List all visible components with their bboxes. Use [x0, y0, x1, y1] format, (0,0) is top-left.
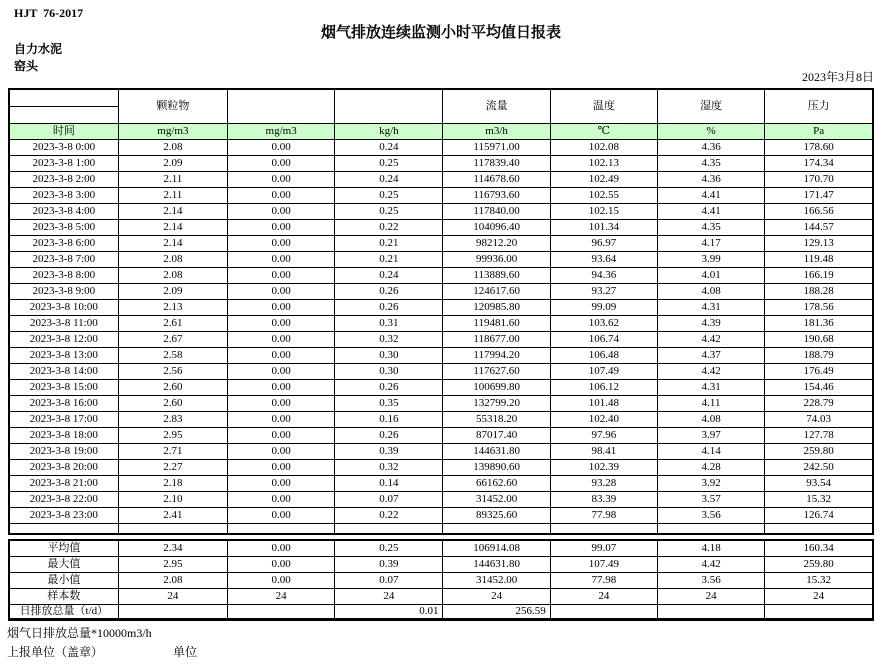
- value-cell: 4.37: [657, 347, 764, 363]
- value-cell: [657, 604, 764, 619]
- hourly-data-row: [9, 331, 873, 347]
- hourly-data-row: [9, 251, 873, 267]
- value-cell: 2.14: [118, 219, 227, 235]
- value-cell: 93.28: [550, 475, 657, 491]
- value-cell: 144.57: [765, 219, 873, 235]
- value-cell: 170.70: [765, 171, 873, 187]
- value-cell: 31452.00: [443, 572, 550, 588]
- value-cell: 190.68: [765, 331, 873, 347]
- value-cell: 106.74: [550, 331, 657, 347]
- value-cell: 4.41: [657, 203, 764, 219]
- value-cell: 0.32: [335, 331, 443, 347]
- row-label-cell: 2023-3-8 1:00: [9, 155, 118, 171]
- row-label-cell: 2023-3-8 18:00: [9, 427, 118, 443]
- value-cell: 4.08: [657, 283, 764, 299]
- hourly-data-row: [9, 235, 873, 251]
- value-cell: 94.36: [550, 267, 657, 283]
- value-cell: 0.00: [228, 475, 335, 491]
- value-cell: 83.39: [550, 491, 657, 507]
- row-label-cell: 2023-3-8 11:00: [9, 315, 118, 331]
- value-cell: 4.42: [657, 331, 764, 347]
- value-cell: 2.09: [118, 283, 227, 299]
- value-cell: 166.56: [765, 203, 873, 219]
- row-label-cell: 2023-3-8 6:00: [9, 235, 118, 251]
- row-label-cell: 2023-3-8 10:00: [9, 299, 118, 315]
- value-cell: 0.00: [228, 251, 335, 267]
- value-cell: 2.09: [118, 155, 227, 171]
- value-cell: 104096.40: [443, 219, 550, 235]
- value-cell: 24: [118, 588, 227, 604]
- spacer-cell: [550, 523, 657, 534]
- value-cell: 2.41: [118, 507, 227, 523]
- value-cell: 100699.80: [443, 379, 550, 395]
- value-cell: 0.00: [228, 379, 335, 395]
- value-cell: 114678.60: [443, 171, 550, 187]
- value-cell: 0.00: [228, 203, 335, 219]
- value-cell: 0.25: [335, 155, 443, 171]
- spacer-cell: [118, 523, 227, 534]
- value-cell: 2.95: [118, 556, 227, 572]
- value-cell: 2.14: [118, 235, 227, 251]
- value-cell: 2.08: [118, 139, 227, 155]
- value-cell: 0.07: [335, 572, 443, 588]
- value-cell: 0.00: [228, 331, 335, 347]
- value-cell: 2.61: [118, 315, 227, 331]
- unit-cell-temp: ℃: [550, 123, 657, 139]
- row-label-cell: 最小值: [9, 572, 118, 588]
- spacer-cell: [765, 523, 873, 534]
- value-cell: 4.18: [657, 540, 764, 556]
- summary-row: [9, 572, 873, 588]
- value-cell: 4.41: [657, 187, 764, 203]
- value-cell: 0.39: [335, 556, 443, 572]
- value-cell: 2.58: [118, 347, 227, 363]
- value-cell: [118, 604, 227, 619]
- value-cell: 0.00: [228, 299, 335, 315]
- row-label-cell: 2023-3-8 5:00: [9, 219, 118, 235]
- value-cell: 24: [765, 588, 873, 604]
- value-cell: 0.35: [335, 395, 443, 411]
- value-cell: 101.48: [550, 395, 657, 411]
- row-label-cell: 2023-3-8 15:00: [9, 379, 118, 395]
- row-label-cell: 2023-3-8 2:00: [9, 171, 118, 187]
- hourly-data-row: [9, 347, 873, 363]
- header-pollutant-3: [335, 89, 443, 123]
- unit-cell-pressure: Pa: [765, 123, 873, 139]
- unit-cell-pm: mg/m3: [118, 123, 227, 139]
- value-cell: 0.22: [335, 507, 443, 523]
- row-label-cell: 2023-3-8 17:00: [9, 411, 118, 427]
- value-cell: 102.39: [550, 459, 657, 475]
- value-cell: 0.16: [335, 411, 443, 427]
- value-cell: 102.49: [550, 171, 657, 187]
- value-cell: 259.80: [765, 556, 873, 572]
- value-cell: 160.34: [765, 540, 873, 556]
- header-blank-cell-top: [9, 89, 118, 106]
- value-cell: 0.00: [228, 491, 335, 507]
- row-label-cell: 2023-3-8 12:00: [9, 331, 118, 347]
- value-cell: 144631.80: [443, 556, 550, 572]
- value-cell: [765, 604, 873, 619]
- value-cell: 102.55: [550, 187, 657, 203]
- value-cell: 0.25: [335, 540, 443, 556]
- value-cell: 0.30: [335, 347, 443, 363]
- row-label-cell: 2023-3-8 8:00: [9, 267, 118, 283]
- value-cell: 0.22: [335, 219, 443, 235]
- value-cell: 98.41: [550, 443, 657, 459]
- value-cell: 0.00: [228, 572, 335, 588]
- row-label-cell: 2023-3-8 9:00: [9, 283, 118, 299]
- value-cell: 0.00: [228, 427, 335, 443]
- value-cell: 101.34: [550, 219, 657, 235]
- value-cell: 2.83: [118, 411, 227, 427]
- value-cell: 93.54: [765, 475, 873, 491]
- value-cell: 0.30: [335, 363, 443, 379]
- hourly-data-row: [9, 507, 873, 523]
- header-pollutant-2: [228, 89, 335, 123]
- value-cell: 106914.08: [443, 540, 550, 556]
- value-cell: 0.00: [228, 411, 335, 427]
- value-cell: 0.00: [228, 155, 335, 171]
- value-cell: 77.98: [550, 572, 657, 588]
- station-name: 窑头: [14, 59, 39, 73]
- value-cell: 171.47: [765, 187, 873, 203]
- company-name: 自力水泥: [14, 42, 63, 56]
- value-cell: 188.28: [765, 283, 873, 299]
- value-cell: 0.07: [335, 491, 443, 507]
- value-cell: 129.13: [765, 235, 873, 251]
- value-cell: 99936.00: [443, 251, 550, 267]
- row-label-cell: 2023-3-8 4:00: [9, 203, 118, 219]
- value-cell: 102.13: [550, 155, 657, 171]
- value-cell: [228, 604, 335, 619]
- value-cell: 4.11: [657, 395, 764, 411]
- value-cell: 2.95: [118, 427, 227, 443]
- value-cell: 0.24: [335, 267, 443, 283]
- header-pressure: 压力: [765, 89, 873, 123]
- value-cell: 55318.20: [443, 411, 550, 427]
- value-cell: 4.35: [657, 155, 764, 171]
- value-cell: 0.31: [335, 315, 443, 331]
- value-cell: 15.32: [765, 491, 873, 507]
- value-cell: 3.56: [657, 572, 764, 588]
- value-cell: 126.74: [765, 507, 873, 523]
- hourly-data-row: [9, 203, 873, 219]
- value-cell: 0.00: [228, 459, 335, 475]
- summary-row: [9, 588, 873, 604]
- value-cell: 0.00: [228, 507, 335, 523]
- row-label-cell: 日排放总量（t/d）: [9, 604, 118, 619]
- hourly-data-row: [9, 427, 873, 443]
- header-blank-cell-bottom: [9, 106, 118, 123]
- value-cell: 99.07: [550, 540, 657, 556]
- row-label-cell: 2023-3-8 14:00: [9, 363, 118, 379]
- value-cell: 0.24: [335, 171, 443, 187]
- unit-cell-rate: kg/h: [335, 123, 443, 139]
- value-cell: 117627.60: [443, 363, 550, 379]
- row-label-cell: 2023-3-8 22:00: [9, 491, 118, 507]
- value-cell: 66162.60: [443, 475, 550, 491]
- value-cell: 242.50: [765, 459, 873, 475]
- value-cell: 3.57: [657, 491, 764, 507]
- value-cell: 154.46: [765, 379, 873, 395]
- header-flow: 流量: [443, 89, 550, 123]
- value-cell: 174.34: [765, 155, 873, 171]
- value-cell: 178.56: [765, 299, 873, 315]
- value-cell: 74.03: [765, 411, 873, 427]
- value-cell: 116793.60: [443, 187, 550, 203]
- unit-cell-humidity: %: [657, 123, 764, 139]
- value-cell: 2.11: [118, 171, 227, 187]
- value-cell: 96.97: [550, 235, 657, 251]
- value-cell: 24: [335, 588, 443, 604]
- value-cell: 4.42: [657, 363, 764, 379]
- spacer-cell: [657, 523, 764, 534]
- value-cell: 2.10: [118, 491, 227, 507]
- spacer-cell: [9, 523, 118, 534]
- hourly-data-row: [9, 219, 873, 235]
- hourly-data-row: [9, 315, 873, 331]
- hourly-data-row: [9, 363, 873, 379]
- hourly-data-row: [9, 443, 873, 459]
- value-cell: 0.00: [228, 267, 335, 283]
- value-cell: 99.09: [550, 299, 657, 315]
- value-cell: 176.49: [765, 363, 873, 379]
- value-cell: 2.34: [118, 540, 227, 556]
- header-humidity: 湿度: [657, 89, 764, 123]
- value-cell: 120985.80: [443, 299, 550, 315]
- value-cell: 139890.60: [443, 459, 550, 475]
- value-cell: 97.96: [550, 427, 657, 443]
- row-label-cell: 2023-3-8 0:00: [9, 139, 118, 155]
- value-cell: 4.36: [657, 139, 764, 155]
- value-cell: 0.00: [228, 171, 335, 187]
- value-cell: 2.18: [118, 475, 227, 491]
- value-cell: 3.56: [657, 507, 764, 523]
- row-label-cell: 2023-3-8 23:00: [9, 507, 118, 523]
- value-cell: 4.01: [657, 267, 764, 283]
- value-cell: 2.67: [118, 331, 227, 347]
- value-cell: [550, 604, 657, 619]
- value-cell: 24: [443, 588, 550, 604]
- spacer-cell: [228, 523, 335, 534]
- hourly-data-row: [9, 267, 873, 283]
- value-cell: 0.00: [228, 540, 335, 556]
- value-cell: 0.00: [228, 187, 335, 203]
- value-cell: 4.35: [657, 219, 764, 235]
- value-cell: 2.56: [118, 363, 227, 379]
- value-cell: 124617.60: [443, 283, 550, 299]
- summary-row: [9, 556, 873, 572]
- value-cell: 106.12: [550, 379, 657, 395]
- value-cell: 113889.60: [443, 267, 550, 283]
- value-cell: 4.36: [657, 171, 764, 187]
- value-cell: 2.08: [118, 251, 227, 267]
- value-cell: 188.79: [765, 347, 873, 363]
- value-cell: 2.13: [118, 299, 227, 315]
- value-cell: 0.21: [335, 251, 443, 267]
- unit-cell-flow: m3/h: [443, 123, 550, 139]
- value-cell: 4.31: [657, 379, 764, 395]
- value-cell: 102.15: [550, 203, 657, 219]
- value-cell: 166.19: [765, 267, 873, 283]
- hourly-data-row: [9, 395, 873, 411]
- value-cell: 115971.00: [443, 139, 550, 155]
- value-cell: 0.26: [335, 283, 443, 299]
- value-cell: 0.00: [228, 556, 335, 572]
- value-cell: 117840.00: [443, 203, 550, 219]
- value-cell: 256.59: [443, 604, 550, 619]
- row-label-cell: 2023-3-8 19:00: [9, 443, 118, 459]
- flue-gas-total-note: 烟气日排放总量*10000m3/h: [7, 626, 152, 640]
- value-cell: 2.27: [118, 459, 227, 475]
- row-label-cell: 2023-3-8 7:00: [9, 251, 118, 267]
- row-label-cell: 2023-3-8 21:00: [9, 475, 118, 491]
- header-particulate-matter: 颗粒物: [118, 89, 227, 123]
- summary-table: [8, 539, 874, 621]
- hourly-data-row: [9, 187, 873, 203]
- row-label-cell: 2023-3-8 20:00: [9, 459, 118, 475]
- value-cell: 2.08: [118, 267, 227, 283]
- time-column-header: 时间: [9, 123, 118, 139]
- hourly-data-row: [9, 299, 873, 315]
- hourly-data-row: [9, 379, 873, 395]
- value-cell: 24: [657, 588, 764, 604]
- value-cell: 2.71: [118, 443, 227, 459]
- value-cell: 0.24: [335, 139, 443, 155]
- value-cell: 132799.20: [443, 395, 550, 411]
- value-cell: 107.49: [550, 556, 657, 572]
- value-cell: 93.64: [550, 251, 657, 267]
- reporting-unit-label: 上报单位（盖章）: [7, 645, 104, 659]
- row-label-cell: 样本数: [9, 588, 118, 604]
- spacer-cell: [443, 523, 550, 534]
- value-cell: 4.28: [657, 459, 764, 475]
- value-cell: 31452.00: [443, 491, 550, 507]
- value-cell: 4.42: [657, 556, 764, 572]
- value-cell: 117994.20: [443, 347, 550, 363]
- value-cell: 178.60: [765, 139, 873, 155]
- value-cell: 144631.80: [443, 443, 550, 459]
- hourly-data-row: [9, 475, 873, 491]
- value-cell: 127.78: [765, 427, 873, 443]
- value-cell: 87017.40: [443, 427, 550, 443]
- header-temperature: 温度: [550, 89, 657, 123]
- hourly-data-row: [9, 155, 873, 171]
- standard-code: HJT 76-2017: [14, 6, 84, 20]
- unit-cell-2: mg/m3: [228, 123, 335, 139]
- row-label-cell: 2023-3-8 16:00: [9, 395, 118, 411]
- value-cell: 181.36: [765, 315, 873, 331]
- value-cell: 103.62: [550, 315, 657, 331]
- value-cell: 0.00: [228, 315, 335, 331]
- value-cell: 0.00: [228, 139, 335, 155]
- spacer-row: [9, 523, 873, 534]
- value-cell: 0.00: [228, 443, 335, 459]
- value-cell: 0.32: [335, 459, 443, 475]
- value-cell: 119481.60: [443, 315, 550, 331]
- summary-row: [9, 540, 873, 556]
- value-cell: 106.48: [550, 347, 657, 363]
- value-cell: 0.00: [228, 283, 335, 299]
- value-cell: 3.99: [657, 251, 764, 267]
- value-cell: 4.39: [657, 315, 764, 331]
- unit-header-row: [9, 123, 873, 139]
- value-cell: 0.25: [335, 187, 443, 203]
- hourly-data-row: [9, 411, 873, 427]
- value-cell: 93.27: [550, 283, 657, 299]
- value-cell: 4.14: [657, 443, 764, 459]
- value-cell: 3.97: [657, 427, 764, 443]
- value-cell: 2.60: [118, 379, 227, 395]
- value-cell: 4.17: [657, 235, 764, 251]
- value-cell: 117839.40: [443, 155, 550, 171]
- summary-row: [9, 604, 873, 619]
- value-cell: 2.14: [118, 203, 227, 219]
- value-cell: 0.00: [228, 219, 335, 235]
- value-cell: 0.25: [335, 203, 443, 219]
- hourly-data-row: [9, 459, 873, 475]
- value-cell: 2.11: [118, 187, 227, 203]
- value-cell: 119.48: [765, 251, 873, 267]
- value-cell: 4.08: [657, 411, 764, 427]
- value-cell: 0.39: [335, 443, 443, 459]
- value-cell: 4.31: [657, 299, 764, 315]
- value-cell: 15.32: [765, 572, 873, 588]
- value-cell: 0.00: [228, 347, 335, 363]
- value-cell: 0.26: [335, 299, 443, 315]
- value-cell: 107.49: [550, 363, 657, 379]
- value-cell: 0.21: [335, 235, 443, 251]
- value-cell: 259.80: [765, 443, 873, 459]
- value-cell: 98212.20: [443, 235, 550, 251]
- row-label-cell: 2023-3-8 3:00: [9, 187, 118, 203]
- value-cell: 0.26: [335, 379, 443, 395]
- unit-label: 单位: [173, 645, 198, 659]
- value-cell: 0.14: [335, 475, 443, 491]
- row-label-cell: 最大值: [9, 556, 118, 572]
- value-cell: 0.26: [335, 427, 443, 443]
- value-cell: 2.08: [118, 572, 227, 588]
- value-cell: 0.00: [228, 235, 335, 251]
- value-cell: 2.60: [118, 395, 227, 411]
- value-cell: 118677.00: [443, 331, 550, 347]
- value-cell: 0.01: [335, 604, 443, 619]
- hourly-data-row: [9, 283, 873, 299]
- value-cell: 0.00: [228, 363, 335, 379]
- value-cell: 24: [550, 588, 657, 604]
- hourly-data-row: [9, 491, 873, 507]
- value-cell: 0.00: [228, 395, 335, 411]
- value-cell: 102.40: [550, 411, 657, 427]
- value-cell: 3.92: [657, 475, 764, 491]
- page-title: 烟气排放连续监测小时平均值日报表: [320, 25, 561, 41]
- row-label-cell: 平均值: [9, 540, 118, 556]
- row-label-cell: 2023-3-8 13:00: [9, 347, 118, 363]
- value-cell: 89325.60: [443, 507, 550, 523]
- report-date: 2023年3月8日: [801, 70, 874, 84]
- value-cell: 228.79: [765, 395, 873, 411]
- value-cell: 24: [228, 588, 335, 604]
- hourly-data-row: [9, 171, 873, 187]
- monitoring-report-table: [8, 88, 874, 535]
- pollutant-header-row: [9, 89, 873, 106]
- spacer-cell: [335, 523, 443, 534]
- hourly-data-row: [9, 139, 873, 155]
- value-cell: 102.08: [550, 139, 657, 155]
- value-cell: 77.98: [550, 507, 657, 523]
